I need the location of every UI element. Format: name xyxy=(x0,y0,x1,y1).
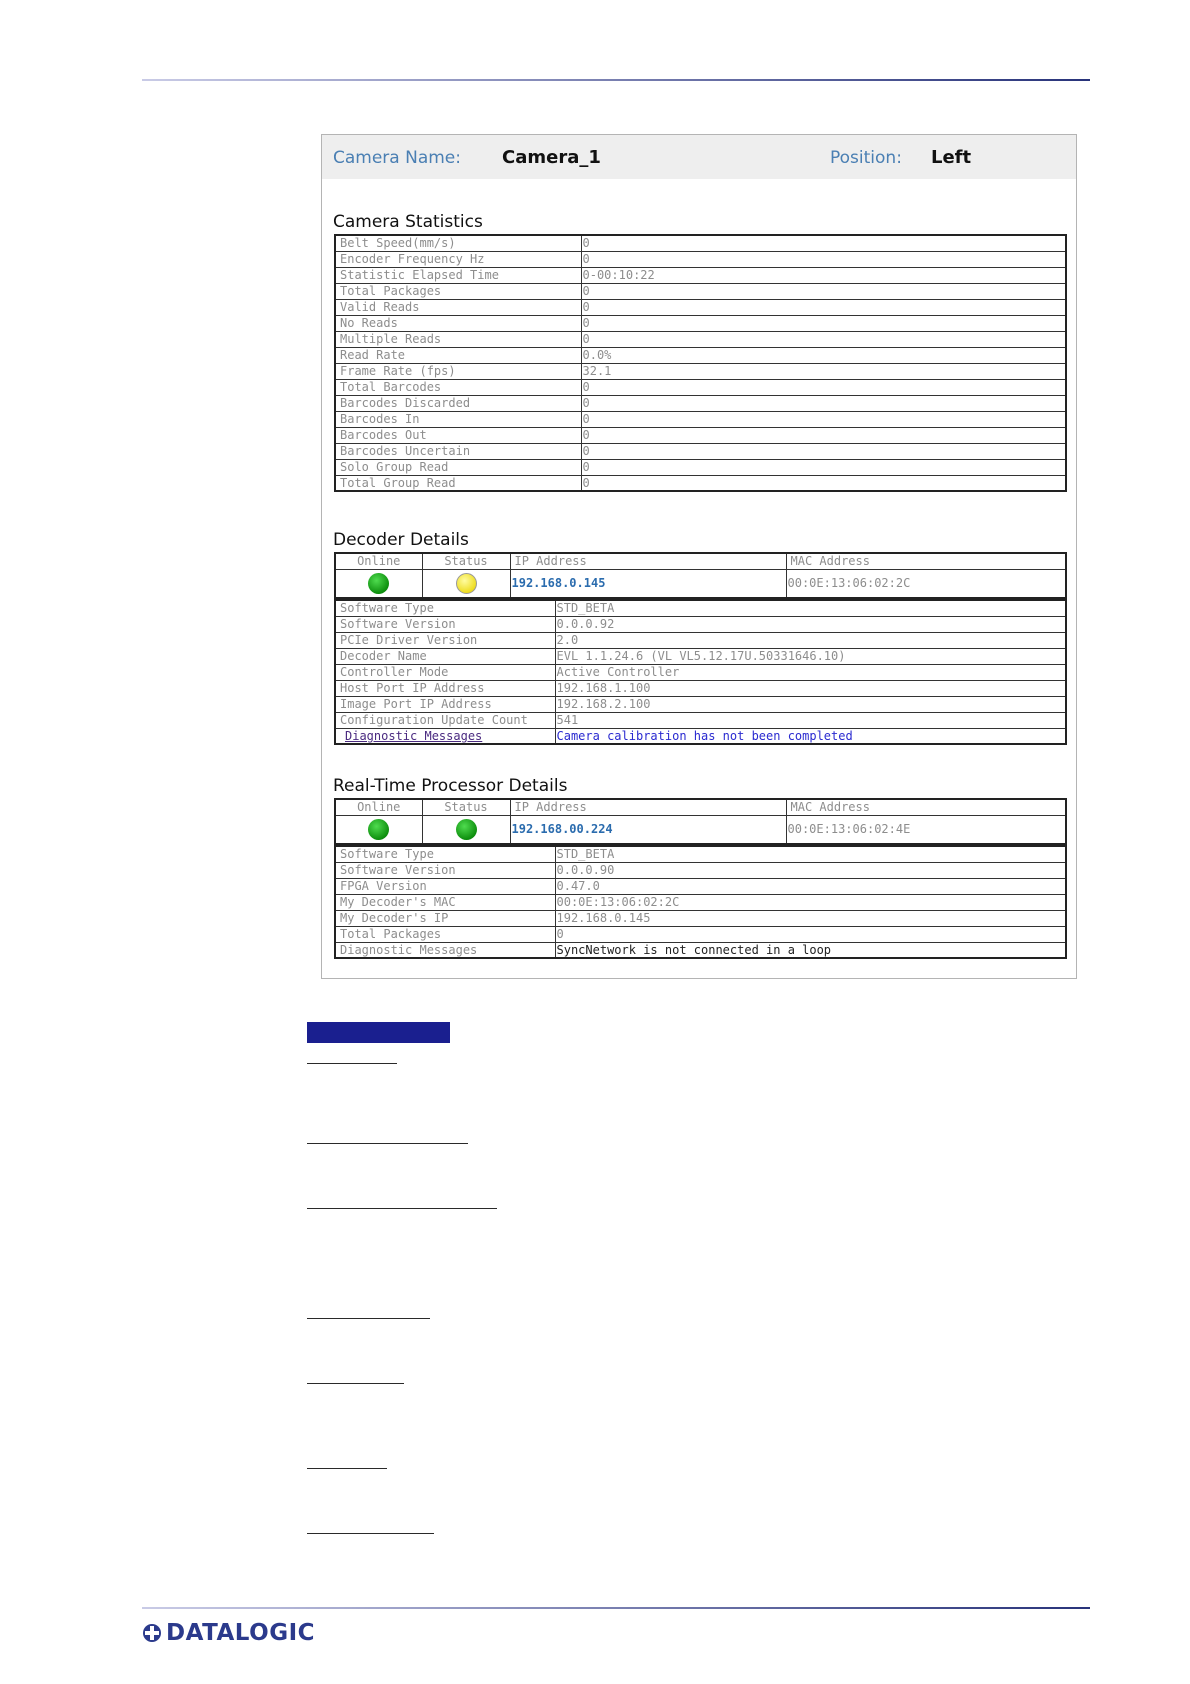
table-row xyxy=(335,299,1066,315)
row-value: 0 xyxy=(581,315,1066,331)
row-label: Total Packages xyxy=(335,283,581,299)
row-label: Encoder Frequency Hz xyxy=(335,251,581,267)
underline-item xyxy=(307,1318,430,1319)
row-label: Software Version xyxy=(335,616,555,632)
table-row xyxy=(335,331,1066,347)
row-label: Valid Reads xyxy=(335,299,581,315)
row-label: Multiple Reads xyxy=(335,331,581,347)
table-row xyxy=(335,443,1066,459)
underline-item xyxy=(307,1533,434,1534)
table-row xyxy=(335,942,1066,958)
row-label: Barcodes Uncertain xyxy=(335,443,581,459)
row-value: 0 xyxy=(581,395,1066,411)
rtp-online-heading: Online xyxy=(335,799,422,815)
rtp-status-indicator-icon xyxy=(456,819,477,840)
row-value: 32.1 xyxy=(581,363,1066,379)
row-value: 0.0.0.90 xyxy=(555,862,1066,878)
table-row xyxy=(335,926,1066,942)
table-row xyxy=(335,664,1066,680)
table-row xyxy=(335,251,1066,267)
datalogic-logo-text: DATALOGIC xyxy=(166,1620,316,1646)
row-label: Barcodes In xyxy=(335,411,581,427)
row-value: 0.47.0 xyxy=(555,878,1066,894)
row-label: Controller Mode xyxy=(335,664,555,680)
row-value: 192.168.1.100 xyxy=(555,680,1066,696)
row-value: STD_BETA xyxy=(555,600,1066,616)
camera-statistics-title: Camera Statistics xyxy=(333,212,483,232)
row-label: Statistic Elapsed Time xyxy=(335,267,581,283)
header-rule xyxy=(142,79,1090,81)
rtp-details-table xyxy=(334,845,1067,959)
row-label: Software Type xyxy=(335,600,555,616)
table-row xyxy=(335,235,1066,251)
datalogic-logo xyxy=(142,1619,315,1647)
camera-name-value: Camera_1 xyxy=(502,147,601,168)
row-label: FPGA Version xyxy=(335,878,555,894)
table-row xyxy=(335,379,1066,395)
row-value: 192.168.2.100 xyxy=(555,696,1066,712)
row-value: Camera calibration has not been completed xyxy=(555,728,1066,744)
decoder-online-heading: Online xyxy=(335,553,422,569)
row-label: Decoder Name xyxy=(335,648,555,664)
decoder-mac-value: 00:0E:13:06:02:2C xyxy=(786,569,1066,598)
row-label: Read Rate xyxy=(335,347,581,363)
row-value: 0 xyxy=(581,443,1066,459)
row-label: My Decoder's MAC xyxy=(335,894,555,910)
rtp-online-indicator-icon xyxy=(368,819,389,840)
camera-name-label: Camera Name: xyxy=(333,148,461,168)
rtp-status-heading: Status xyxy=(422,799,510,815)
row-label: Barcodes Discarded xyxy=(335,395,581,411)
decoder-status-heading: Status xyxy=(422,553,510,569)
row-label: Total Barcodes xyxy=(335,379,581,395)
table-row xyxy=(335,862,1066,878)
row-label: Configuration Update Count xyxy=(335,712,555,728)
row-label: Solo Group Read xyxy=(335,459,581,475)
decoder-details-table xyxy=(334,599,1067,745)
underline-item xyxy=(307,1063,397,1064)
row-value: 0.0% xyxy=(581,347,1066,363)
row-label: No Reads xyxy=(335,315,581,331)
table-row xyxy=(335,712,1066,728)
table-row xyxy=(335,267,1066,283)
decoder-header-table xyxy=(334,552,1067,599)
row-value: 0 xyxy=(581,411,1066,427)
table-row xyxy=(335,283,1066,299)
rtp-mac-value: 00:0E:13:06:02:4E xyxy=(786,815,1066,844)
table-row xyxy=(335,696,1066,712)
table-row xyxy=(335,910,1066,926)
decoder-ip-value: 192.168.0.145 xyxy=(510,569,786,598)
camera-header xyxy=(322,135,1076,179)
row-value: 0-00:10:22 xyxy=(581,267,1066,283)
decoder-ip-heading: IP Address xyxy=(510,553,786,569)
row-label: Software Version xyxy=(335,862,555,878)
row-value: EVL 1.1.24.6 (VL VL5.12.17U.50331646.10) xyxy=(555,648,1066,664)
table-row xyxy=(335,680,1066,696)
row-label: My Decoder's IP xyxy=(335,910,555,926)
camera-statistics-table xyxy=(334,234,1067,492)
decoder-online-indicator-icon xyxy=(368,573,389,594)
row-label: PCIe Driver Version xyxy=(335,632,555,648)
row-value: 192.168.0.145 xyxy=(555,910,1066,926)
row-value: 0 xyxy=(581,427,1066,443)
row-value: 0 xyxy=(581,331,1066,347)
row-value: 0.0.0.92 xyxy=(555,616,1066,632)
table-row xyxy=(335,315,1066,331)
underline-item xyxy=(307,1143,468,1144)
row-value: 0 xyxy=(581,251,1066,267)
row-value: 0 xyxy=(581,299,1066,315)
position-label: Position: xyxy=(830,148,902,168)
row-value: 0 xyxy=(581,235,1066,251)
row-value: SyncNetwork is not connected in a loop xyxy=(555,942,1066,958)
table-row xyxy=(335,846,1066,862)
table-row xyxy=(335,459,1066,475)
table-row xyxy=(335,427,1066,443)
table-row xyxy=(335,363,1066,379)
camera-screenshot xyxy=(321,134,1077,979)
diagnostic-messages-link[interactable]: Diagnostic Messages xyxy=(335,728,555,744)
row-value: 0 xyxy=(581,283,1066,299)
decoder-status-indicator-icon xyxy=(456,573,477,594)
rtp-mac-heading: MAC Address xyxy=(786,799,1066,815)
redacted-heading-bar xyxy=(307,1022,450,1043)
underline-item xyxy=(307,1383,404,1384)
decoder-mac-heading: MAC Address xyxy=(786,553,1066,569)
row-value: 00:0E:13:06:02:2C xyxy=(555,894,1066,910)
rtp-ip-heading: IP Address xyxy=(510,799,786,815)
row-value: 0 xyxy=(581,379,1066,395)
row-value: STD_BETA xyxy=(555,846,1066,862)
row-label: Software Type xyxy=(335,846,555,862)
rtp-ip-value: 192.168.00.224 xyxy=(510,815,786,844)
rtp-header-table xyxy=(334,798,1067,845)
table-row xyxy=(335,411,1066,427)
underline-item xyxy=(307,1468,387,1469)
row-value: 0 xyxy=(581,459,1066,475)
row-value: Active Controller xyxy=(555,664,1066,680)
table-row xyxy=(335,475,1066,491)
table-row xyxy=(335,894,1066,910)
row-label: Frame Rate (fps) xyxy=(335,363,581,379)
row-label: Total Packages xyxy=(335,926,555,942)
row-value: 0 xyxy=(581,475,1066,491)
row-label: Total Group Read xyxy=(335,475,581,491)
table-row xyxy=(335,648,1066,664)
table-row xyxy=(335,600,1066,616)
decoder-details-title: Decoder Details xyxy=(333,530,469,550)
rtp-details-title: Real-Time Processor Details xyxy=(333,776,568,796)
row-value: 0 xyxy=(555,926,1066,942)
position-value: Left xyxy=(931,147,972,168)
row-label: Host Port IP Address xyxy=(335,680,555,696)
table-row xyxy=(335,632,1066,648)
table-row xyxy=(335,878,1066,894)
row-label: Diagnostic Messages xyxy=(335,942,555,958)
row-value: 541 xyxy=(555,712,1066,728)
datalogic-logo-icon xyxy=(142,1623,162,1643)
table-row xyxy=(335,616,1066,632)
row-label: Belt Speed(mm/s) xyxy=(335,235,581,251)
table-row xyxy=(335,395,1066,411)
row-value: 2.0 xyxy=(555,632,1066,648)
row-label: Barcodes Out xyxy=(335,427,581,443)
footer-rule xyxy=(142,1607,1090,1609)
table-row xyxy=(335,728,1066,744)
underline-item xyxy=(307,1208,497,1209)
row-label: Image Port IP Address xyxy=(335,696,555,712)
table-row xyxy=(335,347,1066,363)
